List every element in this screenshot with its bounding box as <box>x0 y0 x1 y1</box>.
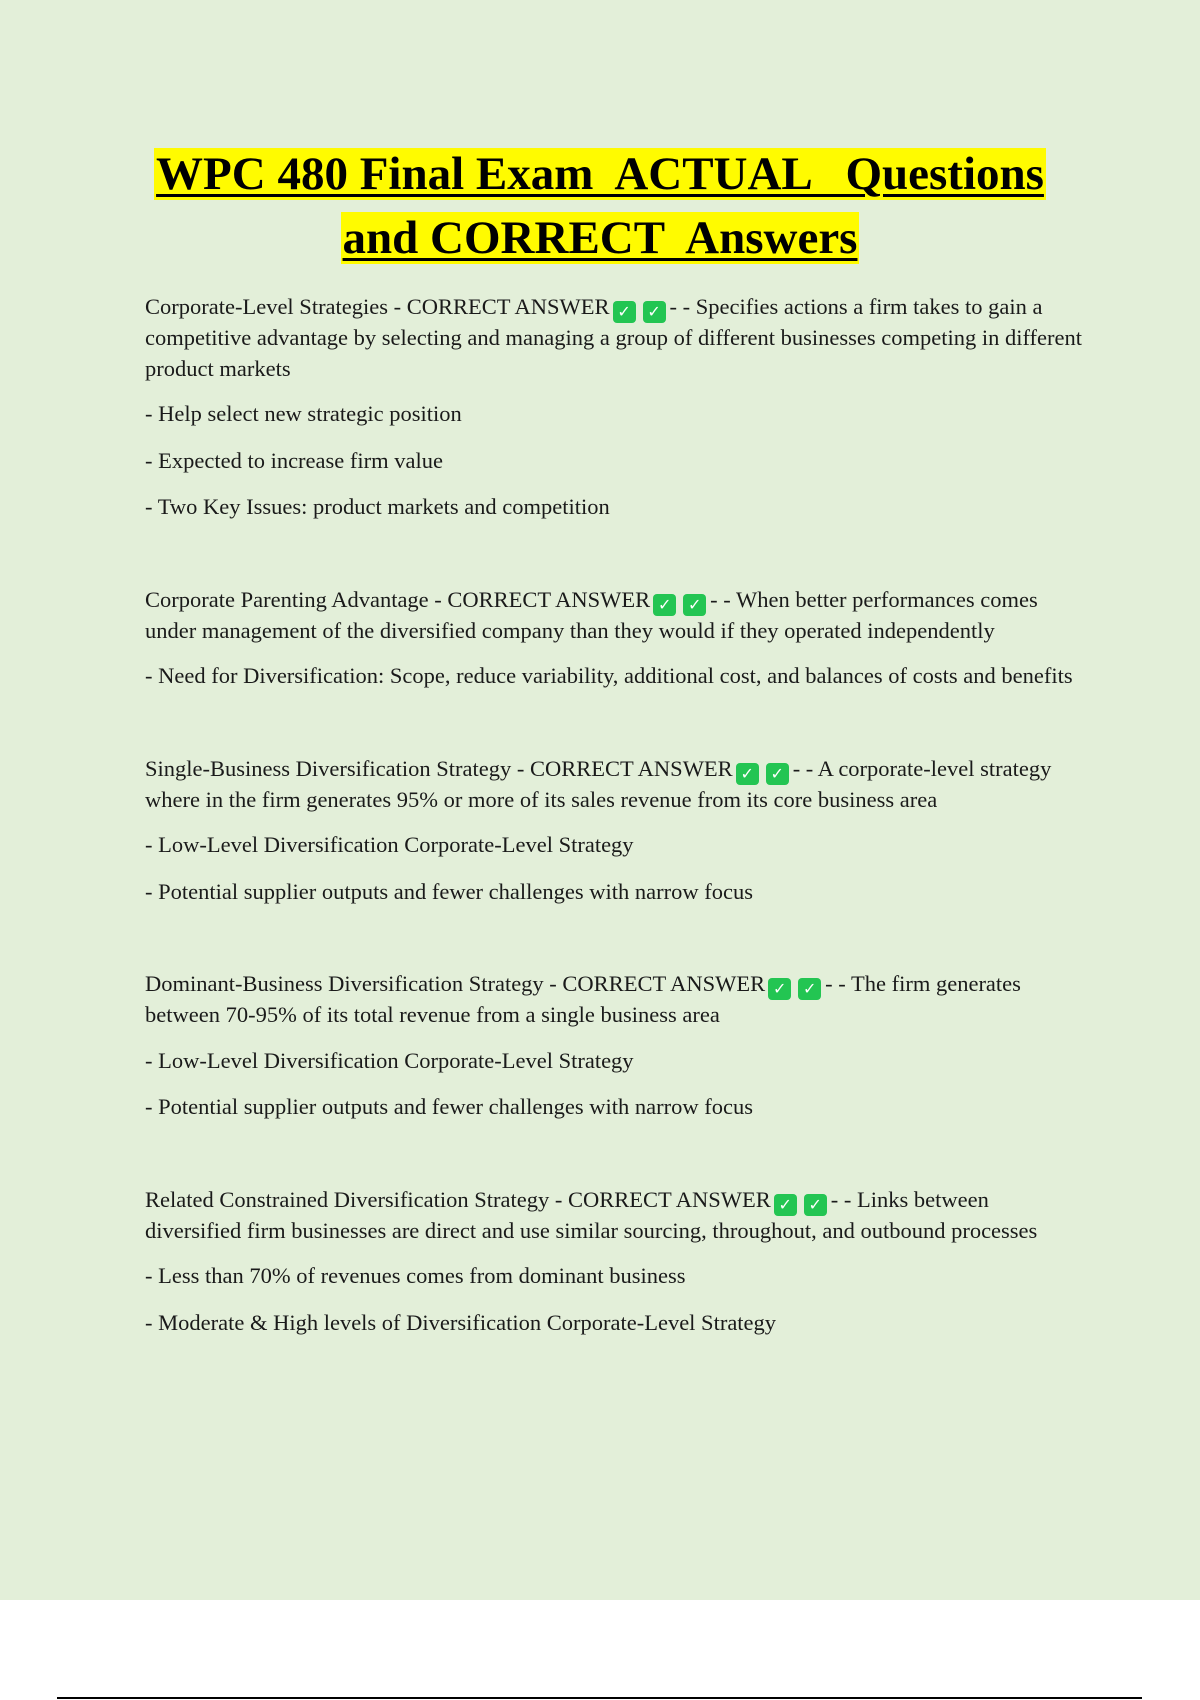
check-mark-icon: ✓ <box>683 594 706 616</box>
bullet-point: - Need for Diversification: Scope, reduce variability, additional cost, and balances of costs and benefits <box>145 663 1073 688</box>
answer-definition: - - The firm generates between 70-95% of its total revenue from a single business area <box>145 971 1021 1027</box>
question-paragraph <box>145 1185 1085 1247</box>
title-line-2: and CORRECT Answers <box>342 212 858 264</box>
check-mark-icon: ✓ <box>653 594 676 616</box>
bullet-point: - Low-Level Diversification Corporate-Level Strategy <box>145 832 634 857</box>
check-mark-icon: ✓ <box>736 763 759 785</box>
bullet-point: - Two Key Issues: product markets and competition <box>145 494 610 519</box>
bullet-point: - Help select new strategic position <box>145 401 462 426</box>
question-paragraph <box>145 969 1085 1031</box>
bullet-point: - Expected to increase firm value <box>145 447 443 473</box>
bullet-point: - Moderate & High levels of Diversification Corporate-Level Strategy <box>145 1309 777 1335</box>
answer-definition: - - Specifies actions a firm takes to gain a competitive advantage by selecting and managing a group of different businesses competing in different product markets <box>145 294 1083 381</box>
page-title <box>0 142 1200 270</box>
answer-definition: - - Links between diversified firm businesses are direct and use similar sourcing, throughout, and outbound processes <box>145 1186 1038 1243</box>
check-mark-icon: ✓ <box>766 763 789 785</box>
question-term: Dominant-Business Diversification Strategy - CORRECT ANSWER <box>145 971 766 996</box>
title-line-1: WPC 480 Final Exam ACTUAL Questions <box>156 148 1044 200</box>
qa-item <box>145 754 1085 908</box>
bullet-point: - Potential supplier outputs and fewer challenges with narrow focus <box>145 878 753 904</box>
question-term: Corporate Parenting Advantage - CORRECT ANSWER <box>145 586 651 612</box>
question-paragraph <box>145 585 1085 647</box>
bullet-point: - Less than 70% of revenues comes from dominant business <box>145 1263 686 1288</box>
bullet-point: - Low-Level Diversification Corporate-Level Strategy <box>145 1047 634 1073</box>
check-mark-icon: ✓ <box>774 1194 797 1216</box>
qa-item <box>145 292 1085 523</box>
answer-definition: - - When better performances comes under management of the diversified company than they would if they operated independently <box>145 586 1038 643</box>
question-paragraph <box>145 292 1085 384</box>
question-term: Single-Business Diversification Strategy - CORRECT ANSWER <box>145 755 733 781</box>
qa-item <box>145 585 1085 692</box>
check-mark-icon: ✓ <box>613 301 636 323</box>
answer-definition: - - A corporate-level strategy where in the firm generates 95% or more of its sales revenue from its core business area <box>145 755 1052 812</box>
check-mark-icon: ✓ <box>643 301 666 323</box>
check-mark-icon: ✓ <box>798 978 821 1000</box>
footer-divider <box>57 1697 1142 1699</box>
question-term: Corporate-Level Strategies - CORRECT ANSWER <box>145 294 610 319</box>
qa-item <box>145 1185 1085 1339</box>
bullet-point: - Potential supplier outputs and fewer challenges with narrow focus <box>145 1094 753 1119</box>
check-mark-icon: ✓ <box>768 978 791 1000</box>
question-paragraph <box>145 754 1085 816</box>
question-term: Related Constrained Diversification Strategy - CORRECT ANSWER <box>145 1186 771 1212</box>
qa-item <box>145 969 1085 1123</box>
qa-list <box>145 292 1085 1354</box>
check-mark-icon: ✓ <box>804 1194 827 1216</box>
